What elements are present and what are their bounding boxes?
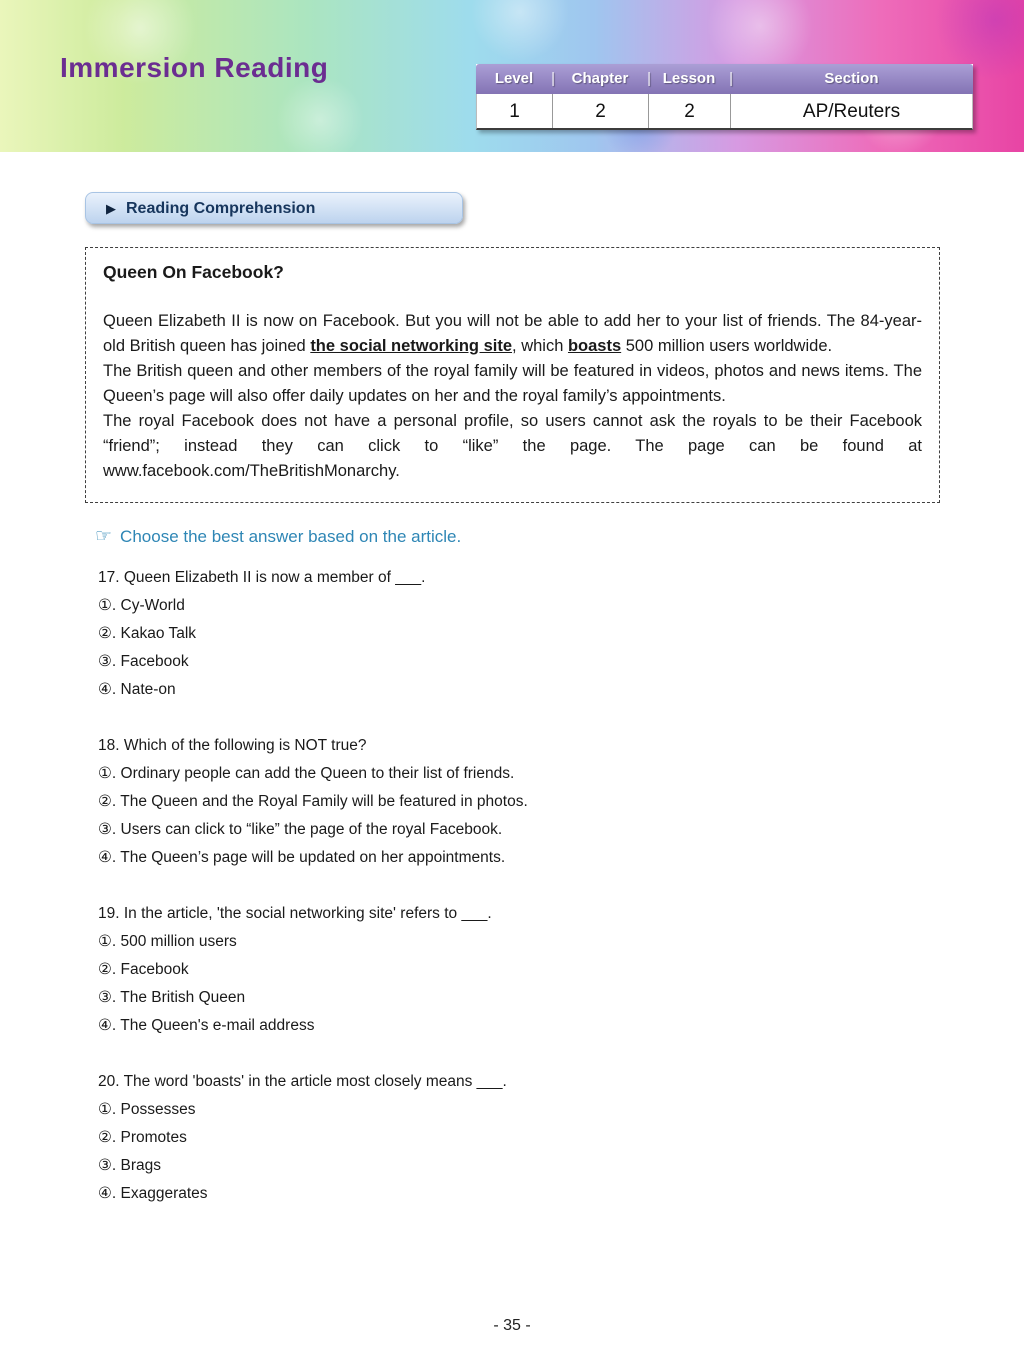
question-title: 18. Which of the following is NOT true? — [98, 737, 367, 754]
table-values-row — [476, 94, 973, 130]
questions-section — [98, 564, 1024, 1208]
level-chapter-lesson-table — [476, 64, 973, 130]
article-box — [85, 247, 940, 503]
article-title: Queen On Facebook? — [103, 262, 284, 282]
article-paragraph-1: Queen Elizabeth II is now on Facebook. But you will not be able to add her to your list of friends. The 84-year-old British queen has joined the social networking site, which boasts 500 million users worldwide. — [103, 312, 922, 355]
article-paragraph-2: The British queen and other members of the royal family will be featured in videos, photos and news items. The Queen’s page will also offer daily updates on her and the royal family’s appointments. — [103, 362, 922, 405]
article-body — [103, 309, 922, 484]
question-option: ①. Possesses — [98, 1101, 196, 1118]
question-option: ②. Kakao Talk — [98, 625, 197, 642]
header-banner — [0, 0, 1024, 152]
question-option: ④. Exaggerates — [98, 1185, 208, 1202]
question-title: 17. Queen Elizabeth II is now a member of ___. — [98, 569, 426, 586]
question-option: ④. The Queen’s page will be updated on her appointments. — [98, 849, 506, 866]
table-header-chapter: Chapter | — [552, 64, 648, 94]
page-number: - 35 - — [493, 1317, 531, 1334]
table-header-level: Level | — [476, 64, 552, 94]
play-icon: ▶ — [106, 201, 116, 216]
reading-comprehension-badge — [85, 192, 463, 224]
table-header-row — [476, 64, 973, 94]
brand-logo: Immersion Reading — [60, 52, 329, 83]
question-option: ③. Brags — [98, 1157, 161, 1174]
table-header-section: Section — [824, 70, 879, 87]
question-option: ②. The Queen and the Royal Family will be featured in photos. — [98, 793, 528, 810]
table-header-lesson: Lesson | — [648, 64, 730, 94]
badge-label: Reading Comprehension — [126, 200, 316, 217]
question-option: ①. Cy-World — [98, 597, 185, 614]
question-20 — [98, 1068, 1024, 1208]
question-option: ②. Promotes — [98, 1129, 187, 1146]
table-value-lesson: 2 — [649, 94, 731, 128]
pointing-hand-icon: ☞ — [95, 526, 113, 547]
question-17 — [98, 564, 1024, 704]
question-title: 19. In the article, 'the social networking site' refers to ___. — [98, 905, 492, 922]
question-19 — [98, 900, 1024, 1040]
question-18 — [98, 732, 1024, 872]
question-option: ③. The British Queen — [98, 989, 246, 1006]
question-option: ①. Ordinary people can add the Queen to their list of friends. — [98, 765, 515, 782]
question-option: ②. Facebook — [98, 961, 189, 978]
prompt-text: Choose the best answer based on the article. — [120, 527, 462, 546]
question-option: ①. 500 million users — [98, 933, 237, 950]
question-option: ④. The Queen's e-mail address — [98, 1017, 315, 1034]
question-title: 20. The word 'boasts' in the article most closely means ___. — [98, 1073, 507, 1090]
question-option: ③. Users can click to “like” the page of the royal Facebook. — [98, 821, 503, 838]
article-paragraph-3: The royal Facebook does not have a personal profile, so users cannot ask the royals to be their Facebook “friend”; instead they can click to “like” the page. The page can be found at www.facebook.com/TheBritishMonarchy. — [103, 412, 922, 480]
instruction-prompt — [95, 525, 1024, 548]
question-option: ④. Nate-on — [98, 681, 176, 698]
question-option: ③. Facebook — [98, 653, 189, 670]
table-value-chapter: 2 — [553, 94, 649, 128]
table-value-section: AP/Reuters — [802, 101, 901, 122]
table-value-level: 1 — [477, 94, 553, 128]
